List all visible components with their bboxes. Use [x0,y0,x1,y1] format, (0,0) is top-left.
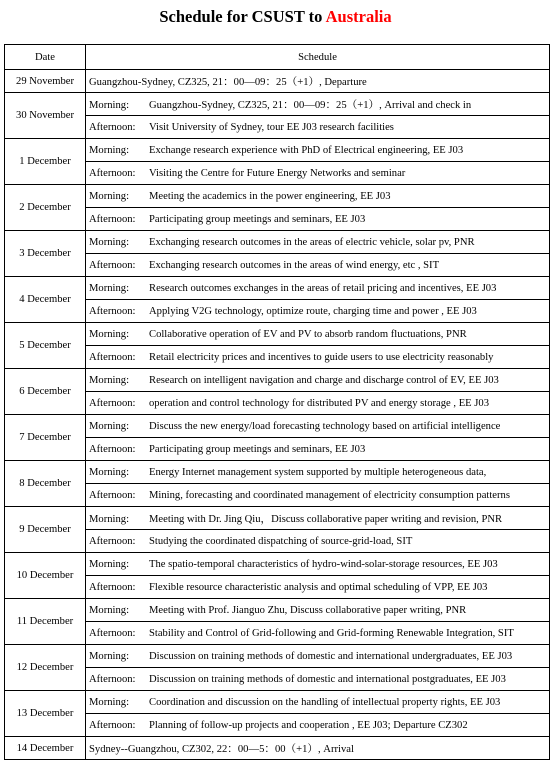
session-label: Morning: [89,466,130,478]
session-label: Afternoon: [89,259,136,271]
session-label: Afternoon: [89,351,136,363]
session-cell [86,116,550,139]
schedule-row [5,645,550,668]
session-label: Afternoon: [89,213,136,225]
session-text: Visiting the Centre for Future Energy Networks and seminar [149,167,406,179]
schedule-row [5,254,550,277]
header-row [5,45,550,70]
session-label: Afternoon: [89,489,136,501]
session-text: Meeting with Prof. Jianguo Zhu, Discuss collaborative paper writing, PNR [149,604,467,616]
date-cell: 2 December [5,185,86,231]
date-cell: 4 December [5,277,86,323]
schedule-row [5,70,550,93]
session-text: Exchange research experience with PhD of Electrical engineering, EE J03 [149,144,464,156]
session-label: Morning: [89,282,130,294]
session-label: Afternoon: [89,627,136,639]
session-cell [86,576,550,599]
session-label: Morning: [89,604,130,616]
schedule-row [5,392,550,415]
session-text: Guangzhou-Sydney, CZ325, 21：00—09：25（+1）, Arrival and check in [149,99,472,111]
session-cell [86,553,550,576]
schedule-row [5,714,550,737]
session-cell [86,277,550,300]
date-cell: 5 December [5,323,86,369]
session-label: Morning: [89,696,130,708]
schedule-row [5,208,550,231]
session-label: Afternoon: [89,535,136,547]
schedule-row [5,231,550,254]
session-label: Afternoon: [89,673,136,685]
page-title [0,7,551,27]
session-text: operation and control technology for distributed PV and energy storage , EE J03 [149,397,490,409]
schedule-row [5,93,550,116]
session-text: Exchanging research outcomes in the areas of electric vehicle, solar pv, PNR [149,236,475,248]
session-label: Morning: [89,558,130,570]
date-cell: 1 December [5,139,86,185]
schedule-row [5,691,550,714]
schedule-row [5,530,550,553]
schedule-row [5,599,550,622]
session-cell [86,645,550,668]
date-cell: 11 December [5,599,86,645]
session-text: Applying V2G technology, optimize route, charging time and power , EE J03 [149,305,477,317]
session-text: Meeting with Dr. Jing Qiu，Discuss collaborative paper writing and revision, PNR [149,513,503,525]
schedule-row [5,323,550,346]
session-cell [86,392,550,415]
schedule-row [5,553,550,576]
session-cell [86,622,550,645]
session-label: Morning: [89,513,130,525]
session-text: Visit University of Sydney, tour EE J03 research facilities [149,121,394,133]
session-label: Morning: [89,99,130,111]
schedule-row [5,415,550,438]
session-text: Planning of follow-up projects and cooperation , EE J03; Departure CZ302 [149,719,468,731]
session-text: Participating group meetings and seminars, EE J03 [149,443,366,455]
session-cell [86,714,550,737]
session-cell [86,484,550,507]
session-label: Afternoon: [89,305,136,317]
session-cell [86,323,550,346]
schedule-row [5,576,550,599]
title-main: Schedule for CSUST to [159,7,326,26]
session-text: Stability and Control of Grid-following and Grid-forming Renewable Integration, SIT [149,627,514,639]
session-cell [86,185,550,208]
date-cell: 3 December [5,231,86,277]
session-label: Afternoon: [89,397,136,409]
schedule-row [5,139,550,162]
session-label: Morning: [89,650,130,662]
schedule-row [5,461,550,484]
session-text: Participating group meetings and seminars, EE J03 [149,213,366,225]
session-text: Studying the coordinated dispatching of source-grid-load, SIT [149,535,413,547]
schedule-row [5,668,550,691]
session-text: Research on intelligent navigation and charge and discharge control of EV, EE J03 [149,374,499,386]
session-text: Discussion on training methods of domestic and international undergraduates, EE J03 [149,650,513,662]
date-cell: 9 December [5,507,86,553]
session-cell [86,530,550,553]
date-cell: 12 December [5,645,86,691]
schedule-row [5,484,550,507]
date-cell: 6 December [5,369,86,415]
session-text: Retail electricity prices and incentives to guide users to use electricity reasonably [149,351,494,363]
session-cell [86,93,550,116]
schedule-row [5,507,550,530]
session-cell [86,438,550,461]
date-column-header: Date [5,45,86,70]
session-label: Morning: [89,420,130,432]
date-cell: 8 December [5,461,86,507]
schedule-body [5,70,550,760]
session-label: Morning: [89,374,130,386]
schedule-row [5,116,550,139]
session-cell [86,208,550,231]
session-cell [86,162,550,185]
session-text: Exchanging research outcomes in the areas of wind energy, etc , SIT [149,259,440,271]
date-cell: 14 December [5,737,86,760]
session-label: Morning: [89,144,130,156]
session-text: Discussion on training methods of domestic and international postgraduates, EE J03 [149,673,506,685]
schedule-row [5,162,550,185]
session-label: Afternoon: [89,443,136,455]
session-label: Morning: [89,328,130,340]
schedule-row [5,185,550,208]
session-text: Coordination and discussion on the handling of intellectual property rights, EE J03 [149,696,501,708]
schedule-cell: Sydney--Guangzhou, CZ302, 22：00—5：00（+1）, Arrival [86,737,550,760]
session-cell [86,415,550,438]
session-cell [86,346,550,369]
session-cell [86,300,550,323]
session-cell [86,369,550,392]
schedule-cell: Guangzhou-Sydney, CZ325, 21：00—09：25（+1）, Departure [86,70,550,93]
session-text: Collaborative operation of EV and PV to absorb random fluctuations, PNR [149,328,467,340]
schedule-row [5,346,550,369]
session-cell [86,461,550,484]
title-accent: Australia [325,7,392,26]
session-label: Afternoon: [89,121,136,133]
session-cell [86,668,550,691]
session-label: Afternoon: [89,167,136,179]
session-text: Research outcomes exchanges in the areas of retail pricing and incentives, EE J03 [149,282,497,294]
session-cell [86,599,550,622]
session-text: Energy Internet management system supported by multiple heterogeneous data, [149,466,487,478]
date-cell: 10 December [5,553,86,599]
session-cell [86,507,550,530]
session-text: Flexible resource characteristic analysis and optimal scheduling of VPP, EE J03 [149,581,488,593]
schedule-row [5,622,550,645]
schedule-row [5,369,550,392]
schedule-row [5,300,550,323]
schedule-row [5,737,550,760]
schedule-table [4,44,550,760]
session-cell [86,139,550,162]
session-label: Morning: [89,190,130,202]
session-label: Afternoon: [89,581,136,593]
session-cell [86,254,550,277]
schedule-column-header: Schedule [86,45,550,70]
date-cell: 29 November [5,70,86,93]
session-text: Meeting the academics in the power engineering, EE J03 [149,190,391,202]
session-text: Mining, forecasting and coordinated management of electricity consumption patterns [149,489,510,501]
session-label: Morning: [89,236,130,248]
session-cell [86,691,550,714]
schedule-row [5,438,550,461]
date-cell: 7 December [5,415,86,461]
session-text: Discuss the new energy/load forecasting technology based on artificial intelligence [149,420,501,432]
session-label: Afternoon: [89,719,136,731]
session-cell [86,231,550,254]
schedule-row [5,277,550,300]
date-cell: 30 November [5,93,86,139]
session-text: The spatio-temporal characteristics of hydro-wind-solar-storage resources, EE J03 [149,558,498,570]
date-cell: 13 December [5,691,86,737]
